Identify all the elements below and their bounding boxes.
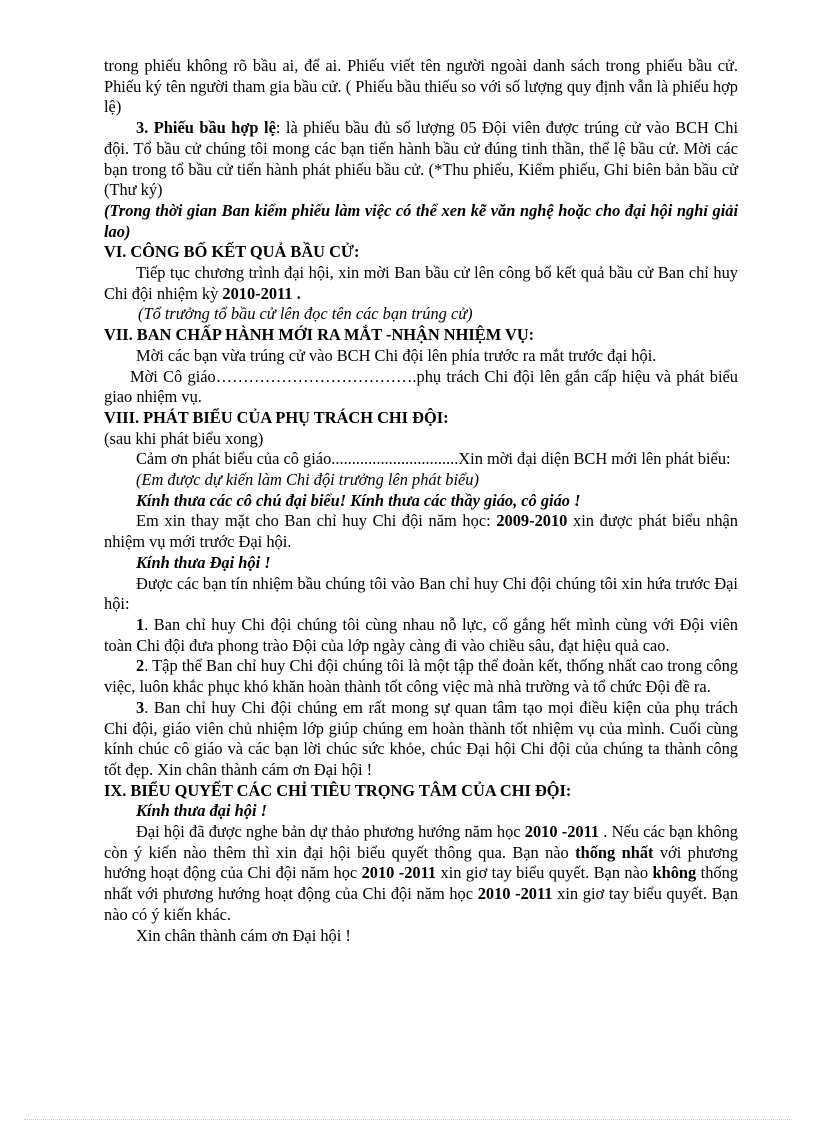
- paragraph-thanks-teacher: Cảm ơn phát biểu của cô giáo...............................Xin mời đại diện BCH mới lên phát biểu:: [136, 449, 731, 469]
- paragraph-acceptance: [104, 511, 738, 552]
- vote-year: 2010 -2011: [477, 884, 553, 904]
- paragraph-invalid-ballots: trong phiếu không rõ bầu ai, để ai. Phiếu viết tên người ngoài danh sách trong phiếu bầu cử. Phiếu ký tên người tham gia bầu cử. ( Phiếu bầu thiếu so với số lượng quy định vẫn là phiếu hợp lệ): [104, 56, 739, 117]
- promise-number: 1: [136, 614, 145, 634]
- vote-text: . Nếu các bạn không còn ý kiến nào thêm thì xin đại hội biểu quyết thông qua. Bạn nào: [104, 822, 738, 862]
- acceptance-year: 2009-2010: [496, 511, 568, 531]
- vote-text: xin giơ tay biểu quyết. Bạn nào có ý kiến khác.: [104, 884, 739, 924]
- promise-text: . Tập thể Ban chỉ huy Chi đội chúng tôi là một tập thể đoàn kết, thống nhất cao trong công việc, luôn khắc phục khó khăn hoàn thành tốt công việc mà nhà trường và tổ chức Đội đề ra.: [104, 656, 738, 697]
- promise-item-3: [104, 698, 738, 781]
- promise-text: . Ban chỉ huy Chi đội chúng tôi cùng nhau nỗ lực, cố gắng hết mình cùng với Đội viên toàn Chi đội đưa phong trào Đội của lớp ngày càng đi vào chiều sâu, đạt hiệu quả cao.: [104, 614, 738, 655]
- vote-text: với phương hướng hoạt động của Chi đội năm học: [104, 842, 738, 883]
- vote-year: 2010 -2011: [361, 863, 437, 883]
- note-vote-counting-break: (Trong thời gian Ban kiểm phiếu làm việc có thể xen kẽ văn nghệ hoặc cho đại hội nghỉ giải lao): [104, 200, 738, 241]
- valid-ballot-text: : là phiếu bầu đủ số lượng 05 Đội viên được trúng cử vào BCH Chi đội. Tổ bầu cử chúng tôi mong các bạn tiến hành bầu cử đúng tinh thần, thể lệ bầu cử. Mời các bạn trong tổ bầu cử tiến hành phát phiếu bầu cử. (*Thu phiếu, Kiểm phiếu, Ghi biên bản bầu cử (Thư ký): [104, 118, 738, 200]
- vote-disagree: không: [652, 863, 697, 883]
- paragraph-vote: [104, 822, 738, 926]
- heading-section-9: IX. BIỂU QUYẾT CÁC CHỈ TIÊU TRỌNG TÂM CỦA CHI ĐỘI:: [104, 780, 572, 800]
- vote-agree: thống nhất: [575, 842, 654, 862]
- promise-item-1: [104, 615, 738, 656]
- promise-item-2: [104, 656, 738, 697]
- promise-text: . Ban chỉ huy Chi đội chúng em rất mong sự quan tâm tạo mọi điều kiện của phụ trách Chi đội, giáo viên chủ nhiệm lớp giúp chúng em hoàn thành tốt nhiệm vụ của mình. Cuối cùng kính chúc cô giáo và các bạn lời chúc sức khỏe, chúc Đại hội Chi đội của chúng ta thành công tốt đẹp. Xin chân thành cám ơn Đại hội !: [104, 697, 738, 779]
- announce-results-text: Tiếp tục chương trình đại hội, xin mời Ban bầu cử lên công bố kết quả bầu cử Ban chỉ huy Chi đội nhiệm kỳ: [104, 263, 738, 303]
- valid-ballot-label: 3. Phiếu bầu hợp lệ: [136, 118, 276, 138]
- greeting-congress: Kính thưa Đại hội !: [136, 552, 271, 572]
- greeting-congress-2: Kính thưa đại hội !: [136, 801, 267, 821]
- closing-thanks: Xin chân thành cám ơn Đại hội !: [136, 925, 351, 945]
- note-read-winners: (Tổ trưởng tổ bầu cử lên đọc tên các bạn trúng cử): [138, 304, 473, 324]
- paragraph-new-committee: Mời các bạn vừa trúng cử vào BCH Chi đội lên phía trước ra mắt trước đại hội.: [136, 345, 657, 365]
- page-bottom-divider: [24, 1119, 792, 1120]
- promise-number: 2: [136, 656, 145, 676]
- vote-text: xin giơ tay biểu quyết. Bạn nào: [436, 863, 653, 883]
- paragraph-valid-ballot: [104, 118, 738, 201]
- acceptance-text-a: Em xin thay mặt cho Ban chỉ huy Chi đội năm học:: [136, 511, 497, 531]
- document-page: [104, 56, 738, 946]
- vote-year: 2010 -2011: [524, 822, 600, 842]
- note-squad-leader: (Em được dự kiến làm Chi đội trưởng lên phát biểu): [136, 470, 479, 490]
- vote-text: Đại hội đã được nghe bản dự thảo phương hướng năm học: [136, 822, 525, 842]
- note-after-speech: (sau khi phát biểu xong): [104, 428, 264, 448]
- heading-section-7: VII. BAN CHẤP HÀNH MỚI RA MẮT -NHẬN NHIỆM VỤ:: [104, 325, 535, 345]
- paragraph-promise-intro: Được các bạn tín nhiệm bầu chúng tôi vào Ban chỉ huy Chi đội chúng tôi xin hứa trước Đại hội:: [104, 573, 738, 614]
- greeting-guests: Kính thưa các cô chú đại biểu! Kính thưa các thầy giáo, cô giáo !: [136, 490, 581, 510]
- heading-section-6: VI. CÔNG BỐ KẾT QUẢ BẦU CỬ:: [104, 242, 360, 262]
- vote-text: thống nhất với phương hướng hoạt động của Chi đội năm học: [104, 863, 738, 904]
- paragraph-announce-results: [104, 263, 738, 304]
- term-year: 2010-2011 .: [222, 283, 301, 303]
- paragraph-teacher-badge: Mời Cô giáo……………………………….phụ trách Chi đội lên gắn cấp hiệu và phát biểu giao nhiệm vụ.: [104, 366, 738, 407]
- acceptance-text-b: xin được phát biểu nhận nhiệm vụ mới trước Đại hội.: [104, 511, 738, 552]
- promise-number: 3: [136, 697, 145, 717]
- heading-section-8: VIII. PHÁT BIỂU CỦA PHỤ TRÁCH CHI ĐỘI:: [104, 407, 449, 427]
